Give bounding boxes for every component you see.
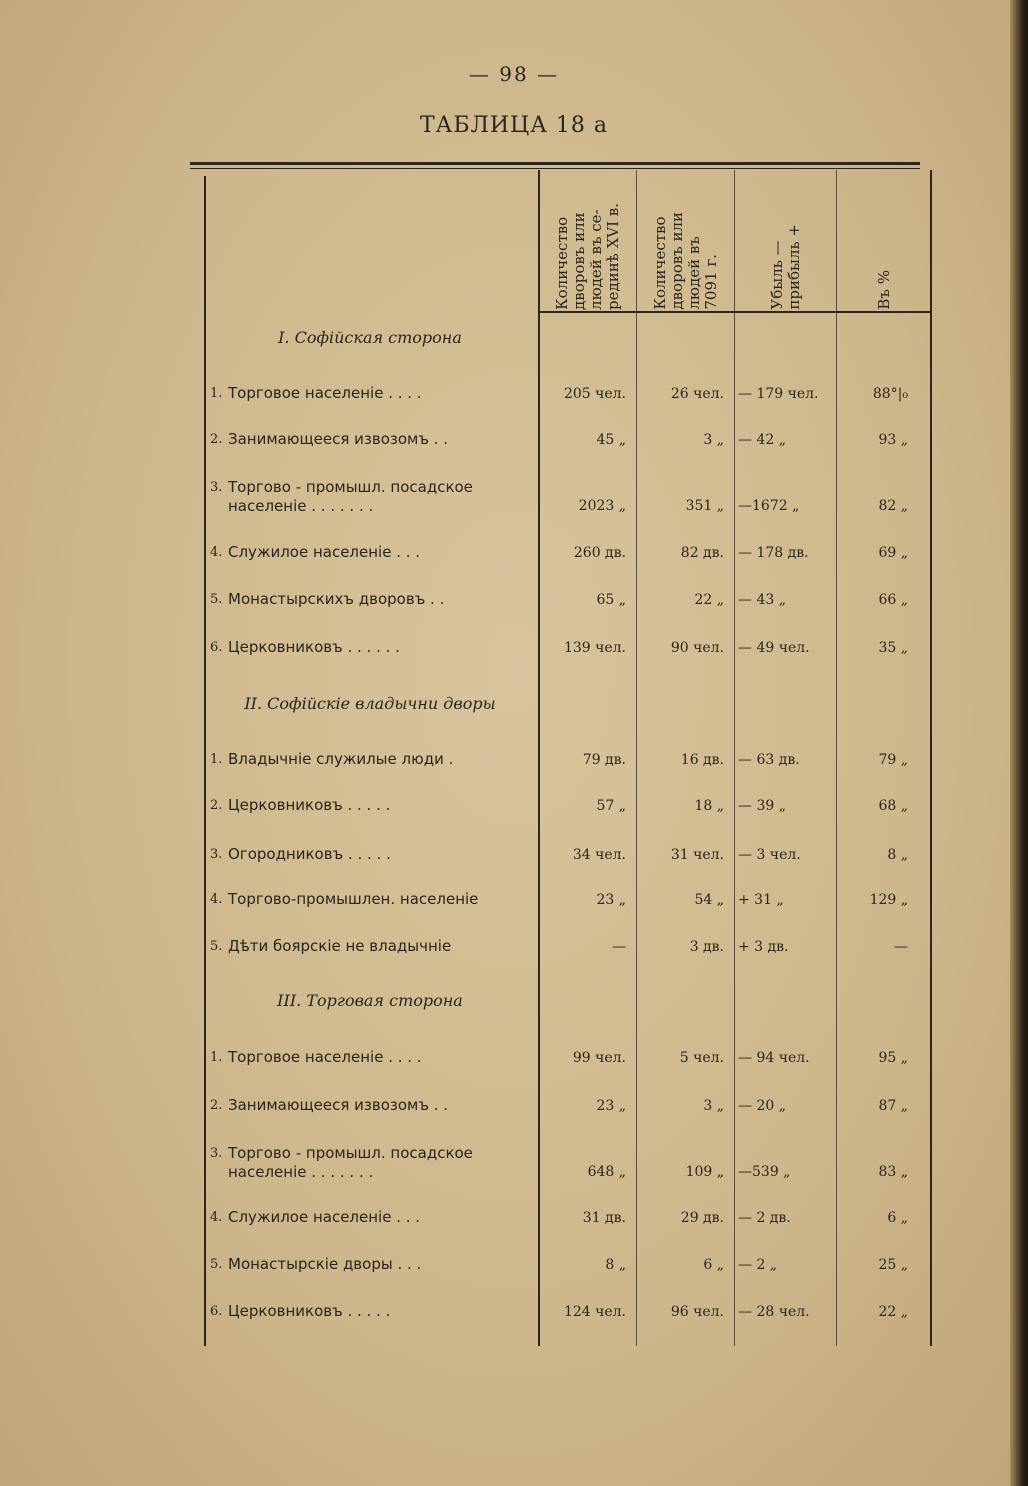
row-number: 2. [210,1098,223,1113]
table-cell: 139 чел. [563,640,626,656]
table-cell: 26 чел. [670,386,724,402]
table-cell: — [612,939,626,955]
row-label: Церковниковъ . . . . . [228,1302,391,1320]
section-title: III. Торговая сторона [277,991,463,1010]
table-cell: 93 „ [878,432,908,448]
table-cell: 124 чел. [563,1304,626,1320]
table-cell: 5 чел. [679,1050,724,1066]
table-cell: + 31 „ [738,892,784,908]
table-cell: 351 „ [685,498,724,514]
column-header [736,170,836,310]
column-divider [636,170,637,1346]
table-cell: 8 „ [605,1257,626,1273]
row-label: Монастырскихъ дворовъ . . [228,590,445,608]
row-number: 5. [210,939,223,954]
table-cell: 2023 „ [578,498,626,514]
table-left-border [204,176,206,1346]
table-cell: 109 „ [685,1164,724,1180]
section-title: I. Софійская сторона [278,328,462,347]
table-cell: 23 „ [596,1098,626,1114]
row-number: 5. [210,1257,223,1272]
table-cell: 3 дв. [689,939,724,955]
row-number: 3. [210,1146,223,1161]
table-cell: 34 чел. [572,847,626,863]
table-cell: 69 „ [878,545,908,561]
table-cell: 6 „ [887,1210,908,1226]
table-cell: 82 „ [878,498,908,514]
table-cell: + 3 дв. [738,939,789,955]
row-number: 5. [210,592,223,607]
table-title: ТАБЛИЦА 18 а [420,113,608,138]
table-cell: 8 „ [887,847,908,863]
row-number: 6. [210,640,223,655]
column-header [638,170,734,310]
table-cell: — 20 „ [738,1098,786,1114]
table-cell: — 3 чел. [738,847,801,863]
table-cell: 45 „ [596,432,626,448]
row-number: 1. [210,752,223,767]
table-top-rule [190,162,920,165]
table-cell: 260 дв. [573,545,626,561]
table-cell: — 63 дв. [738,752,800,768]
section-title: II. Софійскіе владычни дворы [244,694,496,713]
table-cell: 82 дв. [680,545,724,561]
row-label: Церковниковъ . . . . . [228,796,391,814]
table-cell: — 42 „ [738,432,786,448]
table-cell: — 43 „ [738,592,786,608]
table-cell: 35 „ [878,640,908,656]
row-label: Торгово-промышлен. населеніе [228,890,479,908]
row-number: 3. [210,480,223,495]
table-cell: 54 „ [694,892,724,908]
table-cell: 90 чел. [670,640,724,656]
table-cell: 18 „ [694,798,724,814]
table-cell: 83 „ [878,1164,908,1180]
table-cell: 88°|₀ [872,386,908,402]
row-label: Торговое населеніе . . . . [228,384,422,402]
table-cell: 95 „ [878,1050,908,1066]
page-edge-shadow [1010,0,1028,1486]
row-number: 4. [210,1210,223,1225]
table-cell: 68 „ [878,798,908,814]
table-cell: 22 „ [694,592,724,608]
table-cell: 79 дв. [582,752,626,768]
table-cell: 96 чел. [670,1304,724,1320]
row-label: Торговое населеніе . . . . [228,1048,422,1066]
row-label: Владычніе служилые люди . [228,750,454,768]
column-divider [836,170,837,1346]
column-header-text: Убыль — прибыль + [768,224,803,310]
table-right-border [930,170,932,1346]
table-cell: — 94 чел. [738,1050,810,1066]
column-header [838,170,930,310]
row-number: 2. [210,432,223,447]
table-cell: 31 дв. [582,1210,626,1226]
column-divider [734,170,735,1346]
table-cell: — 178 дв. [738,545,809,561]
row-label: Служилое населеніе . . . [228,543,421,561]
row-label: Торгово - промышл. посадское населеніе . . . . . . . [228,1144,473,1181]
table-cell: — 28 чел. [738,1304,810,1320]
header-bottom-rule [540,311,930,313]
table-cell: 6 „ [703,1257,724,1273]
row-label: Монастырскіе дворы . . . [228,1255,422,1273]
row-number: 4. [210,892,223,907]
table-cell: —1672 „ [738,498,800,514]
row-label: Служилое населеніе . . . [228,1208,421,1226]
row-label: Дѣти боярскіе не владычніе [228,937,452,955]
row-number: 2. [210,798,223,813]
row-label: Занимающееся извозомъ . . [228,1096,449,1114]
table-cell: 23 „ [596,892,626,908]
table-cell: 66 „ [878,592,908,608]
table-cell: — 39 „ [738,798,786,814]
page-number: — 98 — [468,62,560,86]
table-cell: 3 „ [703,432,724,448]
row-label: Церковниковъ . . . . . . [228,638,400,656]
table-cell: — 2 „ [738,1257,778,1273]
table-cell: 87 „ [878,1098,908,1114]
table-cell: — 49 чел. [738,640,810,656]
table-cell: 205 чел. [563,386,626,402]
row-label: Торгово - промышл. посадское населеніе . . . . . . . [228,478,473,515]
row-number: 1. [210,386,223,401]
table-cell: 22 „ [878,1304,908,1320]
table-cell: 31 чел. [670,847,724,863]
row-label: Занимающееся извозомъ . . [228,430,449,448]
table-cell: — 2 дв. [738,1210,791,1226]
table-cell: — 179 чел. [738,386,819,402]
table-cell: 129 „ [869,892,908,908]
table-cell: 25 „ [878,1257,908,1273]
table-top-rule-thin [190,168,920,169]
row-number: 3. [210,847,223,862]
table-cell: 57 „ [596,798,626,814]
column-header-text: Въ % [874,270,893,310]
row-number: 4. [210,545,223,560]
column-header-text: Количество дворовъ или людей въ се- рединѣ XVI в. [553,203,622,310]
table-cell: 65 „ [596,592,626,608]
table-cell: 99 чел. [572,1050,626,1066]
table-cell: — [894,939,908,955]
table-cell: 3 „ [703,1098,724,1114]
row-number: 6. [210,1304,223,1319]
column-header [540,170,636,310]
table-cell: 79 „ [878,752,908,768]
row-label: Огородниковъ . . . . . [228,845,391,863]
table-cell: 29 дв. [680,1210,724,1226]
row-number: 1. [210,1050,223,1065]
column-header-text: Количество дворовъ или людей въ 7091 г. [651,212,720,310]
table-cell: 648 „ [587,1164,626,1180]
table-cell: 16 дв. [680,752,724,768]
table-cell: —539 „ [738,1164,791,1180]
